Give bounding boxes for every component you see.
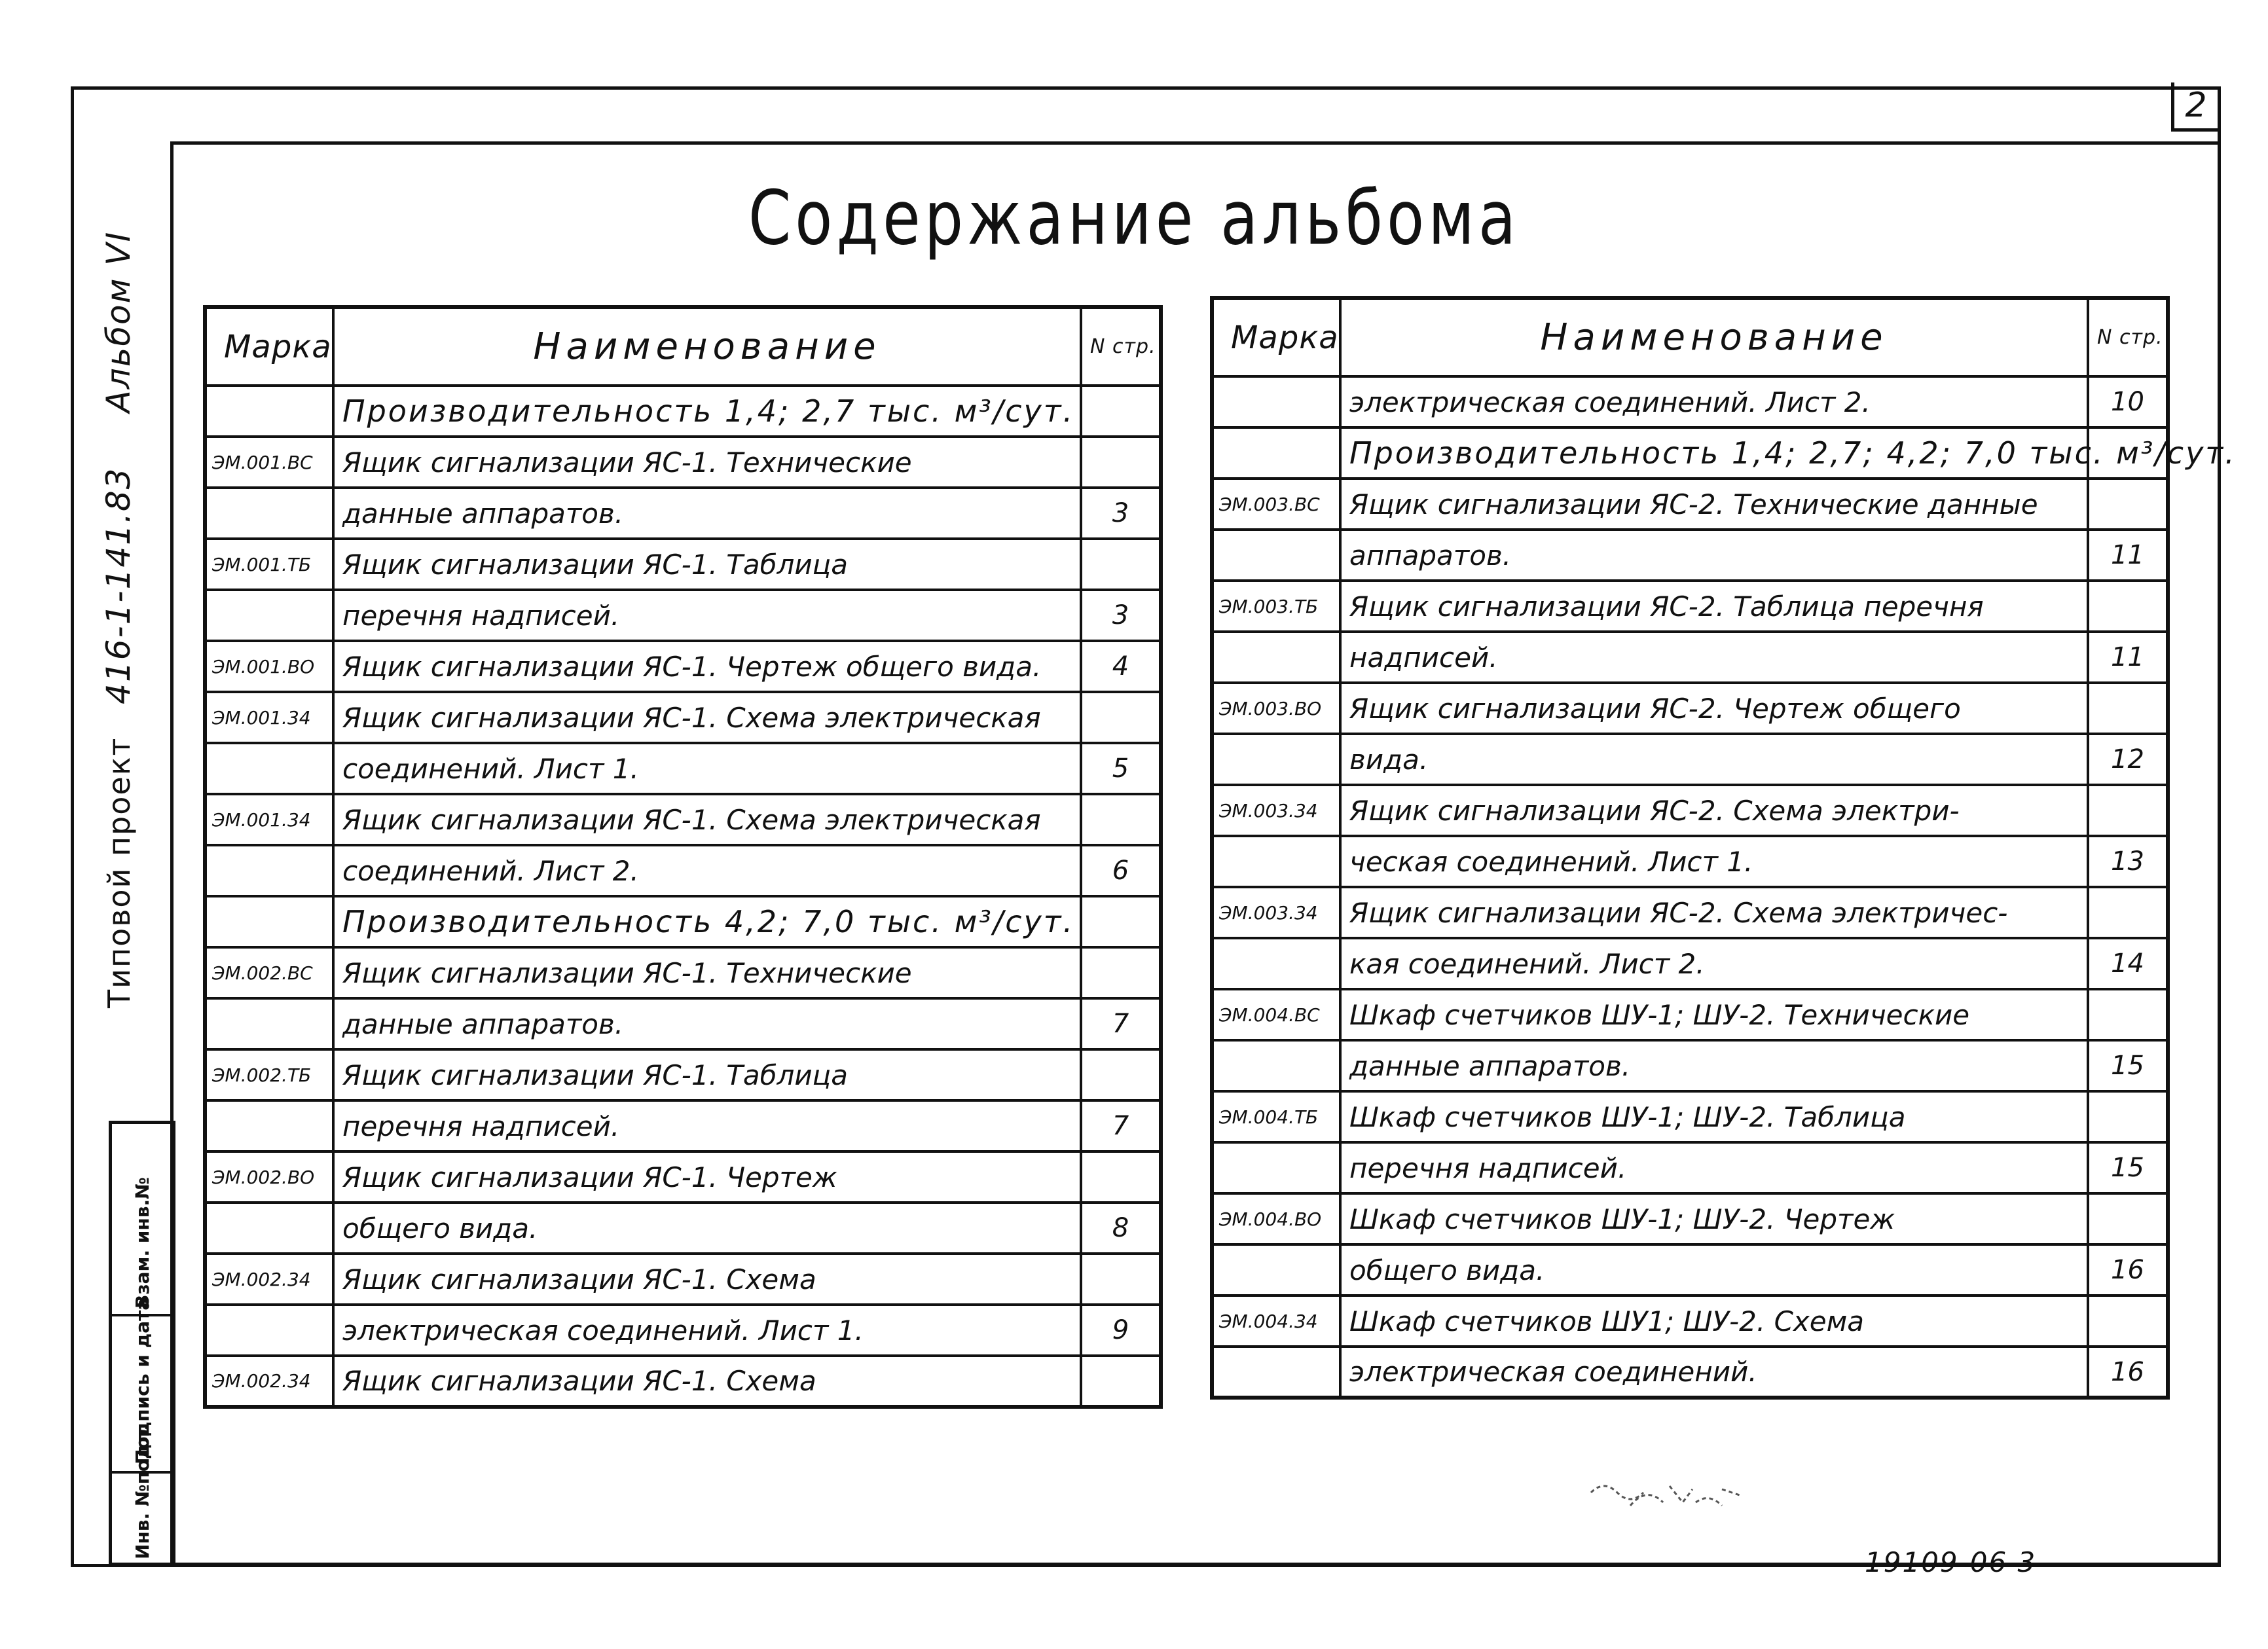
page-cell: 9 — [1081, 1305, 1161, 1356]
section-row — [1212, 427, 2168, 479]
stamp-label-replacement: Взам. инв.№ — [132, 1177, 153, 1309]
name-cell: ческая соединений. Лист 1. — [1340, 836, 2088, 887]
mark-cell: ЭМ.004.ВО — [1212, 1193, 1340, 1244]
drawing-number: 19109-06 3 — [1865, 1546, 2037, 1578]
mark-cell — [205, 743, 333, 794]
column-header-mark: Марка — [205, 307, 333, 386]
mark-cell — [1212, 836, 1340, 887]
column-header-mark: Марка — [1212, 298, 1340, 376]
page-cell — [1081, 1151, 1161, 1203]
sheet-number: 2 — [2171, 82, 2218, 132]
section-row — [205, 386, 1161, 437]
mark-cell — [205, 1100, 333, 1151]
mark-cell: ЭМ.002.ТБ — [205, 1049, 333, 1100]
page-cell — [2088, 1091, 2168, 1142]
page-cell — [2088, 683, 2168, 734]
mark-cell: ЭМ.002.34 — [205, 1356, 333, 1407]
name-cell: Ящик сигнализации ЯС-1. Технические — [333, 947, 1081, 998]
mark-cell: ЭМ.001.ТБ — [205, 539, 333, 590]
stamp-mark — [1584, 1466, 1755, 1525]
page-cell: 13 — [2088, 836, 2168, 887]
name-cell: Ящик сигнализации ЯС-1. Таблица — [333, 539, 1081, 590]
mark-cell — [1212, 530, 1340, 581]
mark-cell — [1212, 427, 1340, 479]
mark-cell: ЭМ.003.ВС — [1212, 479, 1340, 530]
mark-cell — [1212, 1142, 1340, 1193]
table-row — [205, 1305, 1161, 1356]
name-cell: Ящик сигнализации ЯС-2. Схема электричес- — [1340, 887, 2088, 938]
name-cell: данные аппаратов. — [1340, 1040, 2088, 1091]
section-title-cell: Производительность 1,4; 2,7 тыс. м³/сут. — [333, 386, 1081, 437]
table-row — [205, 692, 1161, 743]
mark-cell: ЭМ.001.34 — [205, 794, 333, 845]
name-cell: аппаратов. — [1340, 530, 2088, 581]
column-header-name: Наименование — [1340, 298, 2088, 376]
table-row — [1212, 1091, 2168, 1142]
mark-cell: ЭМ.001.34 — [205, 692, 333, 743]
name-cell: соединений. Лист 2. — [333, 845, 1081, 896]
mark-cell: ЭМ.003.34 — [1212, 887, 1340, 938]
name-cell: Шкаф счетчиков ШУ-1; ШУ-2. Таблица — [1340, 1091, 2088, 1142]
page-cell: 5 — [1081, 743, 1161, 794]
name-cell: вида. — [1340, 734, 2088, 785]
table-row — [1212, 1296, 2168, 1347]
side-caption — [100, 223, 145, 1008]
page-cell — [1081, 539, 1161, 590]
page-cell — [2088, 989, 2168, 1040]
stamp-label-inv: Инв. №подл. — [132, 1424, 153, 1559]
page-cell — [1081, 896, 1161, 947]
page-cell: 3 — [1081, 488, 1161, 539]
page-cell: 7 — [1081, 998, 1161, 1049]
name-cell: электрическая соединений. Лист 2. — [1340, 376, 2088, 427]
page-cell: 11 — [2088, 632, 2168, 683]
page-cell — [2088, 581, 2168, 632]
page-cell: 8 — [1081, 1203, 1161, 1254]
table-row — [1212, 530, 2168, 581]
contents-table-left — [203, 305, 1163, 1409]
name-cell: Ящик сигнализации ЯС-1. Схема электрическая — [333, 692, 1081, 743]
name-cell: Ящик сигнализации ЯС-1. Схема — [333, 1254, 1081, 1305]
name-cell: общего вида. — [333, 1203, 1081, 1254]
section-title-cell: Производительность 1,4; 2,7; 4,2; 7,0 тыс. м³/сут. — [1340, 427, 2088, 479]
name-cell: кая соединений. Лист 2. — [1340, 938, 2088, 989]
table-row — [1212, 1040, 2168, 1091]
mark-cell — [205, 1203, 333, 1254]
name-cell: электрическая соединений. — [1340, 1347, 2088, 1398]
mark-cell — [205, 896, 333, 947]
table-row — [205, 845, 1161, 896]
page-cell: 6 — [1081, 845, 1161, 896]
table-row — [1212, 581, 2168, 632]
page-cell: 4 — [1081, 641, 1161, 692]
table-row — [205, 1049, 1161, 1100]
name-cell: Ящик сигнализации ЯС-1. Технические — [333, 437, 1081, 488]
page-cell: 12 — [2088, 734, 2168, 785]
table-row — [205, 590, 1161, 641]
page-cell: 3 — [1081, 590, 1161, 641]
table-row — [205, 998, 1161, 1049]
page-cell — [2088, 785, 2168, 836]
name-cell: надписей. — [1340, 632, 2088, 683]
mark-cell: ЭМ.004.ТБ — [1212, 1091, 1340, 1142]
mark-cell: ЭМ.002.34 — [205, 1254, 333, 1305]
table-row — [205, 488, 1161, 539]
name-cell: соединений. Лист 1. — [333, 743, 1081, 794]
name-cell: Шкаф счетчиков ШУ-1; ШУ-2. Технические — [1340, 989, 2088, 1040]
stamp-label-signature: Подпись и дата — [132, 1297, 153, 1464]
mark-cell — [205, 845, 333, 896]
page-cell: 15 — [2088, 1040, 2168, 1091]
name-cell: Шкаф счетчиков ШУ-1; ШУ-2. Чертеж — [1340, 1193, 2088, 1244]
name-cell: Ящик сигнализации ЯС-2. Таблица перечня — [1340, 581, 2088, 632]
page-cell — [1081, 1049, 1161, 1100]
table-row — [1212, 989, 2168, 1040]
mark-cell: ЭМ.004.34 — [1212, 1296, 1340, 1347]
name-cell: Ящик сигнализации ЯС-1. Схема электрическая — [333, 794, 1081, 845]
name-cell: перечня надписей. — [333, 590, 1081, 641]
table-row — [1212, 938, 2168, 989]
page-cell — [1081, 947, 1161, 998]
name-cell: Ящик сигнализации ЯС-1. Чертеж общего вида. — [333, 641, 1081, 692]
mark-cell: ЭМ.003.ТБ — [1212, 581, 1340, 632]
page-cell — [1081, 386, 1161, 437]
table-row — [1212, 887, 2168, 938]
mark-cell — [1212, 1244, 1340, 1296]
page-title: Содержание альбома — [748, 173, 1520, 263]
table-header-row — [1212, 298, 2168, 376]
page-cell — [1081, 1356, 1161, 1407]
contents-table-right — [1210, 296, 2237, 1400]
name-cell: Ящик сигнализации ЯС-1. Схема — [333, 1356, 1081, 1407]
column-header-page: N стр. — [1081, 307, 1161, 386]
name-cell: Ящик сигнализации ЯС-2. Технические данные — [1340, 479, 2088, 530]
table-row — [205, 947, 1161, 998]
column-header-name: Наименование — [333, 307, 1081, 386]
table-row — [205, 641, 1161, 692]
mark-cell — [205, 386, 333, 437]
name-cell: Шкаф счетчиков ШУ1; ШУ-2. Схема — [1340, 1296, 2088, 1347]
name-cell: электрическая соединений. Лист 1. — [333, 1305, 1081, 1356]
mark-cell — [1212, 376, 1340, 427]
table-row — [205, 539, 1161, 590]
page-cell: 7 — [1081, 1100, 1161, 1151]
mark-cell: ЭМ.003.ВО — [1212, 683, 1340, 734]
album-label: Альбом VI — [100, 230, 137, 413]
table-row — [1212, 1142, 2168, 1193]
mark-cell — [1212, 938, 1340, 989]
table-row — [1212, 785, 2168, 836]
page-cell: 16 — [2088, 1347, 2168, 1398]
table-row — [205, 1203, 1161, 1254]
table-row — [205, 1151, 1161, 1203]
table-header-row — [205, 307, 1161, 386]
name-cell: Ящик сигнализации ЯС-1. Таблица — [333, 1049, 1081, 1100]
table-row — [205, 743, 1161, 794]
name-cell: данные аппаратов. — [333, 488, 1081, 539]
page-cell — [1081, 692, 1161, 743]
mark-cell — [205, 488, 333, 539]
table-row — [205, 1254, 1161, 1305]
page-cell — [2088, 1193, 2168, 1244]
section-title-cell: Производительность 4,2; 7,0 тыс. м³/сут. — [333, 896, 1081, 947]
mark-cell: ЭМ.002.ВС — [205, 947, 333, 998]
name-cell: общего вида. — [1340, 1244, 2088, 1296]
mark-cell: ЭМ.002.ВО — [205, 1151, 333, 1203]
page-cell: 11 — [2088, 530, 2168, 581]
section-row — [205, 896, 1161, 947]
page-cell — [2088, 1296, 2168, 1347]
name-cell: Ящик сигнализации ЯС-2. Чертеж общего — [1340, 683, 2088, 734]
page-cell — [2088, 479, 2168, 530]
mark-cell: ЭМ.001.ВС — [205, 437, 333, 488]
table-row — [1212, 1193, 2168, 1244]
mark-cell — [1212, 1040, 1340, 1091]
page-cell: 14 — [2088, 938, 2168, 989]
table-row — [1212, 683, 2168, 734]
mark-cell: ЭМ.003.34 — [1212, 785, 1340, 836]
table-row — [205, 1100, 1161, 1151]
page-cell — [2088, 887, 2168, 938]
mark-cell — [205, 998, 333, 1049]
table-row — [1212, 632, 2168, 683]
name-cell: перечня надписей. — [333, 1100, 1081, 1151]
name-cell: данные аппаратов. — [333, 998, 1081, 1049]
page-cell — [1081, 437, 1161, 488]
name-cell: Ящик сигнализации ЯС-1. Чертеж — [333, 1151, 1081, 1203]
page-cell — [1081, 794, 1161, 845]
mark-cell — [1212, 632, 1340, 683]
table-row — [1212, 479, 2168, 530]
table-row — [1212, 376, 2168, 427]
page-cell: 10 — [2088, 376, 2168, 427]
approval-stamp — [109, 1121, 175, 1566]
table-row — [205, 1356, 1161, 1407]
mark-cell — [1212, 1347, 1340, 1398]
table-row — [205, 794, 1161, 845]
mark-cell — [205, 1305, 333, 1356]
page-cell: 16 — [2088, 1244, 2168, 1296]
name-cell: перечня надписей. — [1340, 1142, 2088, 1193]
mark-cell — [205, 590, 333, 641]
name-cell: Ящик сигнализации ЯС-2. Схема электри- — [1340, 785, 2088, 836]
mark-cell — [1212, 734, 1340, 785]
table-row — [1212, 1244, 2168, 1296]
mark-cell: ЭМ.001.ВО — [205, 641, 333, 692]
project-number: 416-1-141.83 — [100, 467, 137, 704]
table-row — [205, 437, 1161, 488]
page-cell: 15 — [2088, 1142, 2168, 1193]
table-row — [1212, 836, 2168, 887]
project-type-label: Типовой проект — [101, 736, 137, 1008]
mark-cell: ЭМ.004.ВС — [1212, 989, 1340, 1040]
page-cell — [1081, 1254, 1161, 1305]
column-header-page: N стр. — [2088, 298, 2168, 376]
table-row — [1212, 1347, 2168, 1398]
table-row — [1212, 734, 2168, 785]
